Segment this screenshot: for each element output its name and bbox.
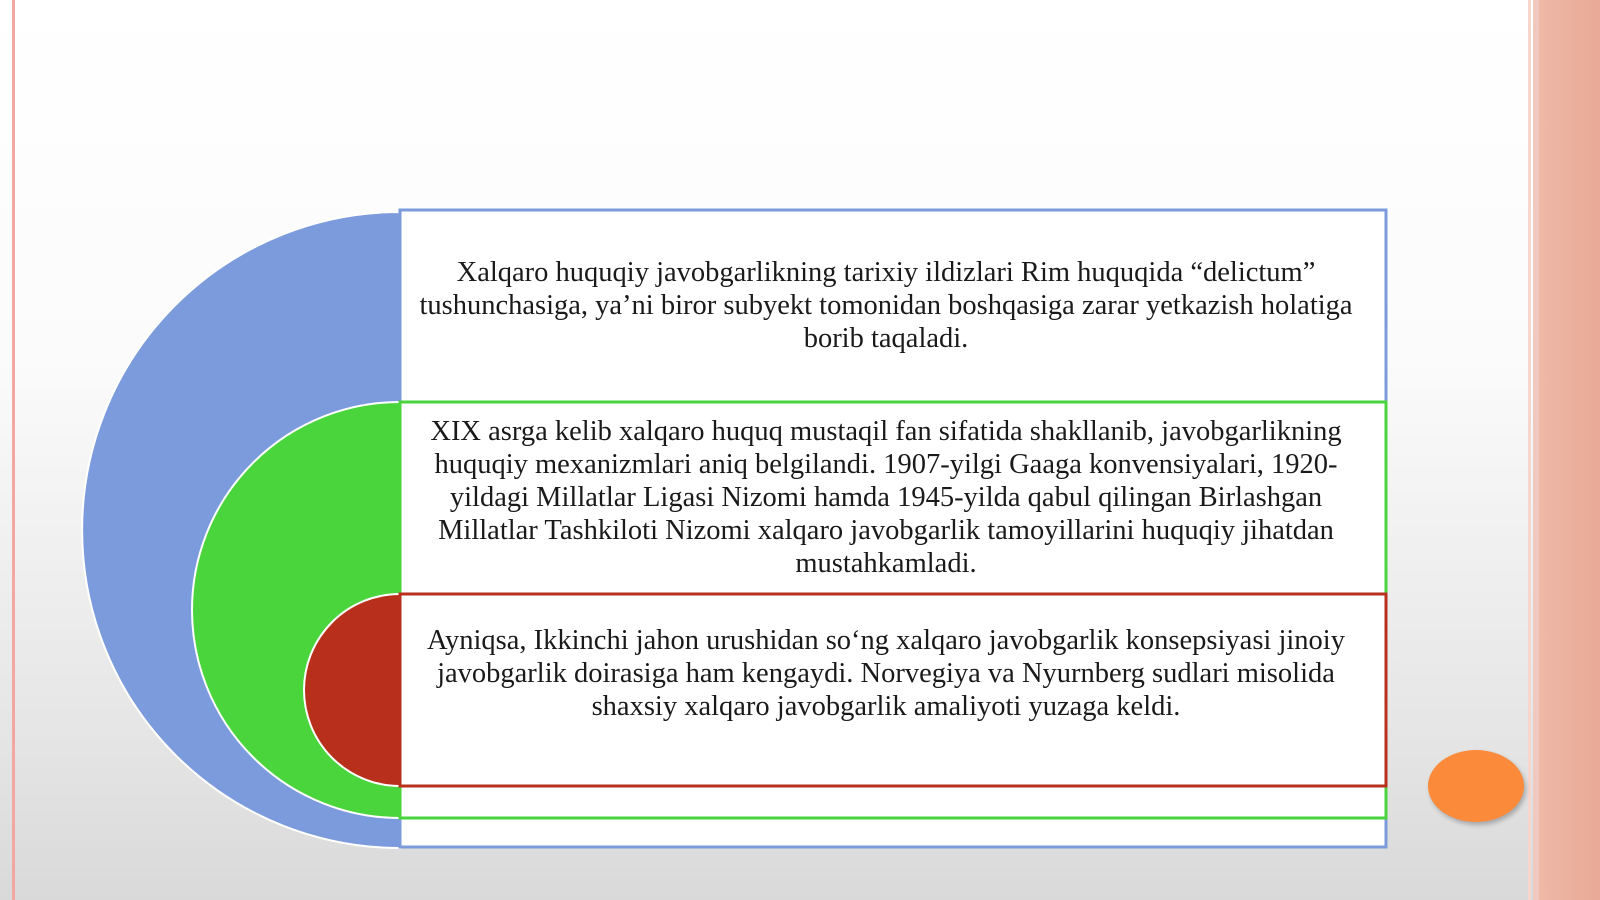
level-2-text: XIX asrga kelib xalqaro huquq mustaqil fan sifatida shakllanib, javobgarlikning huquqiy mexanizmlari aniq belgilandi. 1907-yilgi Gaaga konvensiyalari, 1920-yildagi Millatlar Ligasi Nizomi hamda 1945-yilda qabul qilingan Birlashgan Millatlar Tashkiloti Nizomi xalqaro javobgarlik tamoyillarini huquqiy jihatdan mustahkamladi. [430,416,1342,579]
level-1-text: Xalqaro huquqiy javobgarlikning tarixiy ildizlari Rim huquqida “delictum” tushunchasiga, ya’ni biror subyekt tomonidan boshqasiga zarar yetkazish holatiga borib taqaladi. [419,257,1353,354]
level-3-text: Ayniqsa, Ikkinchi jahon urushidan so‘ng xalqaro javobgarlik konsepsiyasi jinoiy javobgarlik doirasiga ham kengaydi. Norvegiya va Nyurnberg sudlari misolida shaxsiy xalqaro javobgarlik amaliyoti yuzaga keldi. [427,625,1345,722]
accent-dot [1428,750,1524,822]
